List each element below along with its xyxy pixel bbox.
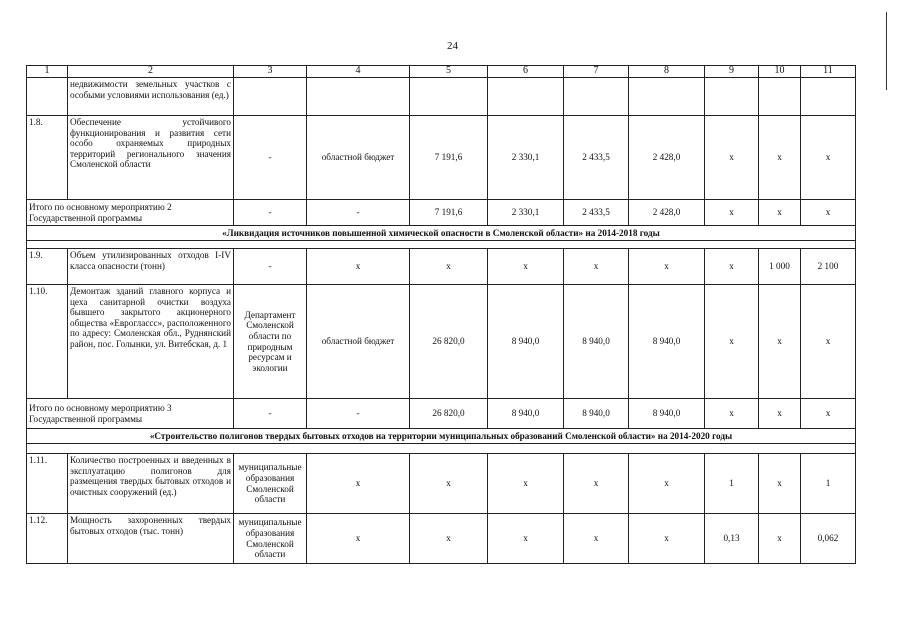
row-description: Обеспечение устойчивого функционирования и развития сети особо охраняемых природных территорий регионального значения Смоленской области xyxy=(68,116,234,200)
col-header: 4 xyxy=(307,66,410,78)
row-number: 1.8. xyxy=(27,116,68,200)
executor-cell: муниципальные образования Смоленской области xyxy=(234,514,307,564)
funding-source-cell: областной бюджет xyxy=(307,116,410,200)
value-cell: 7 191,6 xyxy=(410,116,488,200)
value-cell: x xyxy=(705,200,759,226)
funding-source-cell: x xyxy=(307,249,410,285)
value-cell: x xyxy=(564,454,629,514)
value-cell: 8 940,0 xyxy=(564,399,629,429)
total-label: Итого по основному мероприятию 2 Государственной программы xyxy=(27,200,234,226)
program-table xyxy=(26,65,856,564)
scan-edge-line xyxy=(886,12,887,90)
value-cell: x xyxy=(629,454,705,514)
col-header: 11 xyxy=(801,66,856,78)
row-number: 1.9. xyxy=(27,249,68,285)
executor-cell: муниципальные образования Смоленской области xyxy=(234,454,307,514)
col-header: 3 xyxy=(234,66,307,78)
executor-cell: - xyxy=(234,399,307,429)
value-cell: x xyxy=(801,399,856,429)
row-number: 1.12. xyxy=(27,514,68,564)
table-row xyxy=(27,514,856,564)
col-header: 5 xyxy=(410,66,488,78)
page-number: 24 xyxy=(447,40,458,52)
value-cell: x xyxy=(705,399,759,429)
section-title: «Ликвидация источников повышенной химической опасности в Смоленской области» на 2014-2018 годы xyxy=(27,226,856,241)
row-description: Объем утилизированных отходов I-IV класса опасности (тонн) xyxy=(68,249,234,285)
row-description: Количество построенных и введенных в эксплуатацию полигонов для размещения твердых бытовых отходов и очистных сооружений (ед.) xyxy=(68,454,234,514)
value-cell: x xyxy=(629,249,705,285)
value-cell: x xyxy=(488,514,564,564)
total-row xyxy=(27,200,856,226)
value-cell: 0,062 xyxy=(801,514,856,564)
value-cell: 2 433,5 xyxy=(564,200,629,226)
col-header: 1 xyxy=(27,66,68,78)
spacer-row xyxy=(27,444,856,454)
value-cell: 2 428,0 xyxy=(629,200,705,226)
table-row xyxy=(27,249,856,285)
table-row xyxy=(27,454,856,514)
value-cell: 0,13 xyxy=(705,514,759,564)
row-number: 1.10. xyxy=(27,285,68,399)
value-cell: x xyxy=(759,116,801,200)
column-numbers-row xyxy=(27,66,856,78)
value-cell: 26 820,0 xyxy=(410,285,488,399)
funding-source-cell: - xyxy=(307,200,410,226)
table-row xyxy=(27,116,856,200)
section-row xyxy=(27,226,856,241)
section-row xyxy=(27,429,856,444)
executor-cell: - xyxy=(234,200,307,226)
value-cell: x xyxy=(759,399,801,429)
table-row xyxy=(27,285,856,399)
funding-source-cell: областной бюджет xyxy=(307,285,410,399)
value-cell: x xyxy=(759,454,801,514)
value-cell: x xyxy=(759,514,801,564)
spacer-row xyxy=(27,241,856,249)
funding-source-cell: - xyxy=(307,399,410,429)
col-header: 6 xyxy=(488,66,564,78)
value-cell: x xyxy=(410,514,488,564)
col-header: 7 xyxy=(564,66,629,78)
col-header: 9 xyxy=(705,66,759,78)
value-cell: 2 330,1 xyxy=(488,116,564,200)
value-cell: x xyxy=(801,200,856,226)
value-cell: x xyxy=(759,285,801,399)
funding-source-cell: x xyxy=(307,454,410,514)
value-cell: 26 820,0 xyxy=(410,399,488,429)
value-cell: 8 940,0 xyxy=(488,285,564,399)
total-row xyxy=(27,399,856,429)
value-cell: x xyxy=(488,454,564,514)
value-cell: x xyxy=(410,249,488,285)
value-cell: x xyxy=(801,116,856,200)
executor-cell: - xyxy=(234,249,307,285)
table-row xyxy=(27,78,856,116)
value-cell: x xyxy=(564,249,629,285)
value-cell: 7 191,6 xyxy=(410,200,488,226)
value-cell: x xyxy=(801,285,856,399)
section-title: «Строительство полигонов твердых бытовых отходов на территории муниципальных образований Смоленской области» на 2014-2020 годы xyxy=(27,429,856,444)
value-cell: 2 100 xyxy=(801,249,856,285)
value-cell: 2 428,0 xyxy=(629,116,705,200)
executor-cell: - xyxy=(234,116,307,200)
value-cell: x xyxy=(705,116,759,200)
row-number: 1.11. xyxy=(27,454,68,514)
executor-cell: Департамент Смоленской области по природным ресурсам и экологии xyxy=(234,285,307,399)
col-header: 2 xyxy=(68,66,234,78)
value-cell: x xyxy=(410,454,488,514)
value-cell: 8 940,0 xyxy=(564,285,629,399)
value-cell: 8 940,0 xyxy=(488,399,564,429)
value-cell: 8 940,0 xyxy=(629,399,705,429)
value-cell: 2 330,1 xyxy=(488,200,564,226)
col-header: 10 xyxy=(759,66,801,78)
value-cell: 2 433,5 xyxy=(564,116,629,200)
value-cell: x xyxy=(705,285,759,399)
col-header: 8 xyxy=(629,66,705,78)
row-description: недвижимости земельных участков с особыми условиями использования (ед.) xyxy=(68,78,234,116)
value-cell: x xyxy=(759,200,801,226)
row-description: Демонтаж зданий главного корпуса и цеха санитарной очистки воздуха бывшего закрытого акционерного общества «Евроглассс», расположенного по адресу: Смоленская обл., Руднянский район, пос. Голынки, ул. Витебская, д. 1 xyxy=(68,285,234,399)
funding-source-cell: x xyxy=(307,514,410,564)
value-cell: 1 000 xyxy=(759,249,801,285)
value-cell: x xyxy=(705,249,759,285)
value-cell: x xyxy=(629,514,705,564)
total-label: Итого по основному мероприятию 3 Государственной программы xyxy=(27,399,234,429)
value-cell: 1 xyxy=(705,454,759,514)
value-cell: x xyxy=(564,514,629,564)
row-description: Мощность захороненных твердых бытовых отходов (тыс. тонн) xyxy=(68,514,234,564)
value-cell: 1 xyxy=(801,454,856,514)
value-cell: x xyxy=(488,249,564,285)
value-cell: 8 940,0 xyxy=(629,285,705,399)
